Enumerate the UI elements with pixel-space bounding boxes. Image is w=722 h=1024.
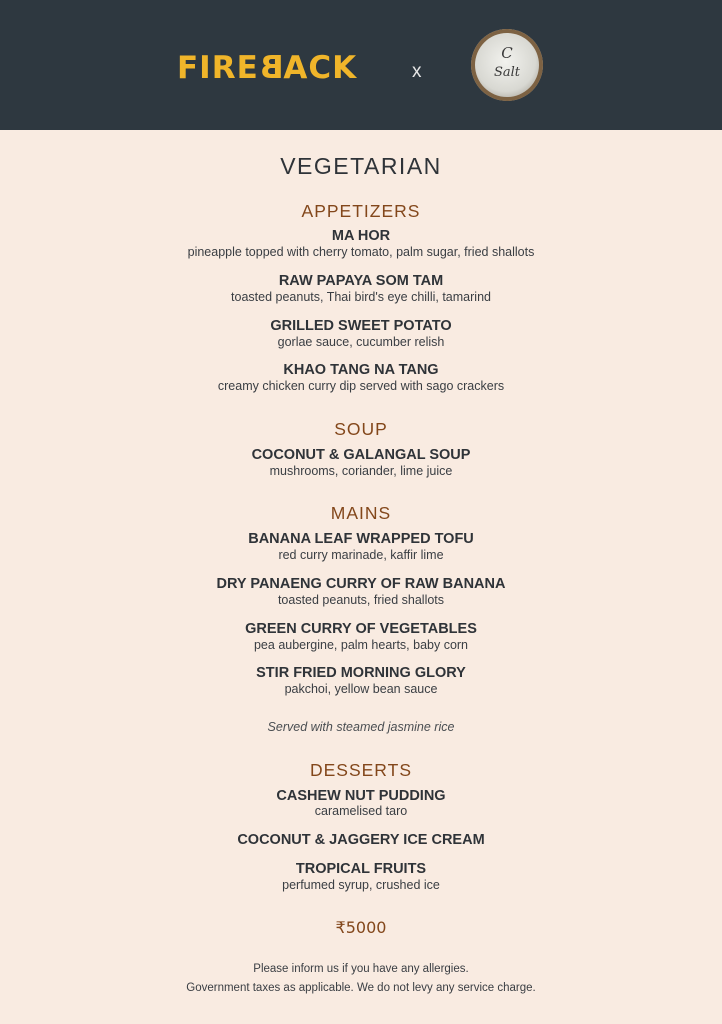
dish-name: MA HOR (331, 228, 391, 244)
menu-title: VEGETARIAN (280, 153, 442, 179)
dish-description: pakchoi, yellow bean sauce (284, 682, 438, 696)
dish-name: KHAO TANG NA TANG (283, 362, 439, 378)
logo-part-mirrored-b: B (258, 50, 284, 86)
dish-name: CASHEW NUT PUDDING (276, 788, 446, 804)
badge-letter: C (501, 44, 513, 62)
dish-description: red curry marinade, kaffir lime (278, 548, 444, 562)
dish-description: pea aubergine, palm hearts, baby corn (253, 638, 469, 652)
dish-description: perfumed syrup, crushed ice (282, 878, 440, 892)
section-heading-appetizers: APPETIZERS (301, 201, 421, 221)
logo-part-fire: FIRE (177, 50, 259, 86)
dish-description: caramelised taro (314, 804, 408, 818)
tax-notice: Government taxes as applicable. We do not levy any service charge. (186, 982, 536, 994)
dish-name: DRY PANAENG CURRY OF RAW BANANA (216, 576, 506, 592)
badge-word: Salt (493, 65, 521, 80)
fireback-logo (177, 48, 357, 88)
section-heading-desserts: DESSERTS (309, 760, 412, 780)
dish-name: GREEN CURRY OF VEGETABLES (245, 621, 477, 637)
mains-note: Served with steamed jasmine rice (267, 720, 455, 734)
dish-description: mushrooms, coriander, lime juice (269, 464, 453, 478)
dish-description: gorlae sauce, cucumber relish (277, 335, 445, 349)
dish-name: BANANA LEAF WRAPPED TOFU (248, 531, 474, 547)
logo-part-ack: ACK (283, 50, 358, 86)
dish-description: toasted peanuts, fried shallots (277, 593, 445, 607)
allergy-notice: Please inform us if you have any allergies. (253, 963, 469, 975)
dish-name: TROPICAL FRUITS (295, 861, 427, 877)
dish-name: GRILLED SWEET POTATO (270, 318, 452, 334)
header-bar (0, 0, 722, 130)
dish-name: STIR FRIED MORNING GLORY (256, 665, 466, 681)
dish-name: COCONUT & JAGGERY ICE CREAM (237, 832, 485, 848)
dish-description: pineapple topped with cherry tomato, palm sugar, fried shallots (187, 245, 535, 259)
c-salt-logo (471, 29, 543, 101)
menu-price: ₹5000 (335, 918, 387, 937)
dish-description: toasted peanuts, Thai bird's eye chilli, tamarind (231, 290, 491, 304)
dish-name: COCONUT & GALANGAL SOUP (251, 447, 471, 463)
dish-name: RAW PAPAYA SOM TAM (278, 273, 444, 289)
dish-description: creamy chicken curry dip served with sago crackers (217, 379, 505, 393)
section-heading-mains: MAINS (330, 503, 392, 523)
section-heading-soup: SOUP (334, 419, 388, 439)
collab-separator: x (412, 61, 422, 82)
